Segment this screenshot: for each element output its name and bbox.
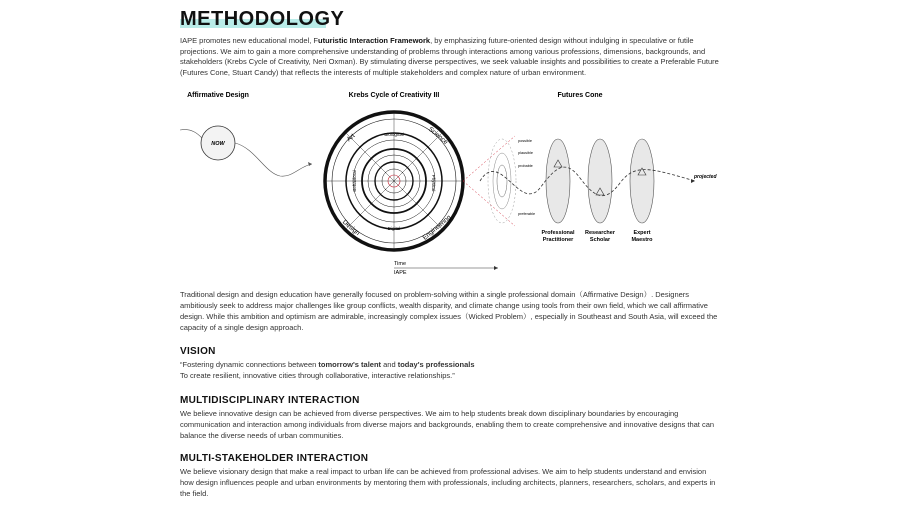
vision-quote-a: “Fostering dynamic connections between — [180, 360, 319, 369]
ring-label-physical: Physical — [431, 174, 436, 192]
quadrant-science: Science — [426, 125, 450, 146]
ring-label-behavioral: Behavioral — [352, 170, 357, 192]
stakeholder-3-line1: Expert — [633, 230, 651, 236]
vision-quote-and: and — [381, 360, 398, 369]
cone-ellipse-inner — [497, 165, 507, 197]
ring-label-biological: Biological — [384, 132, 404, 137]
multistakeholder-section — [180, 453, 720, 499]
page-title: METHODOLOGY — [180, 8, 345, 30]
futures-cone — [463, 136, 717, 243]
multistakeholder-text: We believe visionary design that make a real impact to urban life can be achieved from professional advises. We aim to help students understand and envision how design influences people and urban environments by mentoring them with professionals, including architects, planners, researchers, scholars, and experts in the field. — [180, 467, 716, 498]
stakeholder-1-line1: Professional — [541, 230, 575, 236]
methodology-diagram — [180, 88, 720, 278]
intro-text-2: , by emphasizing future-oriented design without indulging in speculative or futile projections. We aim to gain a more comprehensive understanding of problems through interactions among various professions, dimensions, backgrounds, and stakeholders (Krebs Cycle of Creativity, Neri Oxman). By stimulating diverse perspectives, we seek valuable insights and possibilities to create a Preferable Future (Futures Cone, Stuart Candy) that reflects the interests of multiple stakeholders and complex nature of urban environment. — [180, 36, 719, 77]
quadrant-art: Art — [345, 132, 357, 144]
stakeholder-3-line2: Maestro — [631, 237, 653, 243]
affirmative-design-title: Affirmative Design — [187, 92, 249, 99]
intro-bold-framework: uturistic Interaction Framework — [318, 36, 431, 45]
projected-wave — [480, 167, 695, 196]
intro-paragraph — [180, 36, 720, 78]
stakeholder-1-line2: Practitioner — [542, 237, 574, 243]
affirmative-design-paragraph: Traditional design and design education have generally focused on problem-solving within a single professional domain（Affirmative Design）. Designers ambitiously seek to address major challenges like group conflicts, wealth disparity, and climate change using tools from their own field, which we call affirmative design. While this ambition and optimism are admirable, increasingly complex issues（Wicked Problem）, especially in Southeast and South Asia, will exceed the capacity of a single design approach. — [180, 290, 718, 332]
methodology-header — [180, 8, 720, 78]
krebs-cycle — [325, 112, 463, 250]
cone-ellipse-mid — [493, 153, 511, 209]
multidisciplinary-section — [180, 395, 720, 441]
ellipse-maestro — [630, 139, 654, 223]
cone-ellipse-outer — [488, 139, 516, 223]
ellipse-practitioner — [546, 139, 570, 223]
cone-label-possible: possible — [518, 139, 532, 143]
multidisciplinary-heading: MULTIDISCIPLINARY INTERACTION — [180, 395, 360, 406]
vision-quote — [180, 359, 720, 381]
affirmative-path-left — [180, 130, 202, 138]
now-label: NOW — [211, 141, 225, 147]
futures-cone-title: Futures Cone — [557, 92, 603, 99]
affirmative-arrowhead — [308, 162, 312, 166]
time-label: Time — [394, 261, 407, 267]
vision-heading: VISION — [180, 346, 216, 357]
vision-quote-d: To create resilient, innovative cities through collaborative, interactive relationships.” — [180, 371, 455, 380]
vision-section — [180, 346, 720, 381]
time-axis-arrow — [494, 266, 498, 270]
affirmative-path-right — [235, 143, 312, 176]
quadrant-engineering: Engineering — [421, 214, 453, 242]
diagram-svg — [180, 88, 720, 278]
ellipse-scholar — [588, 139, 612, 223]
ring-label-digital: Digital — [387, 226, 401, 231]
title-block — [180, 8, 720, 32]
stakeholder-2-line1: Researcher — [585, 230, 615, 236]
vision-quote-talent: tomorrow's talent — [318, 360, 382, 369]
multidisciplinary-text: We believe innovative design can be achieved from diverse perspectives. We aim to help students break down disciplinary boundaries by encouraging communication and interaction among individuals from diverse majors and backgrounds, enabling them to create comprehensive and innovative designs that can balance the diverse needs of urban communities. — [180, 409, 715, 440]
projected-label: projected — [694, 174, 717, 180]
cone-label-plausible: plausible — [518, 151, 533, 155]
iape-label: IAPE — [394, 270, 407, 276]
cone-label-preferable: preferable — [518, 212, 536, 216]
stakeholder-2-line2: Scholar — [589, 237, 611, 243]
multistakeholder-heading: MULTI-STAKEHOLDER INTERACTION — [180, 453, 369, 464]
intro-text-1: IAPE promotes new educational model, F — [180, 36, 318, 45]
quadrant-design: Design — [340, 218, 361, 238]
cone-label-probable: probable — [518, 164, 533, 168]
krebs-cycle-title: Krebs Cycle of Creativity III — [348, 92, 440, 99]
vision-quote-professionals: today's professionals — [397, 360, 475, 369]
